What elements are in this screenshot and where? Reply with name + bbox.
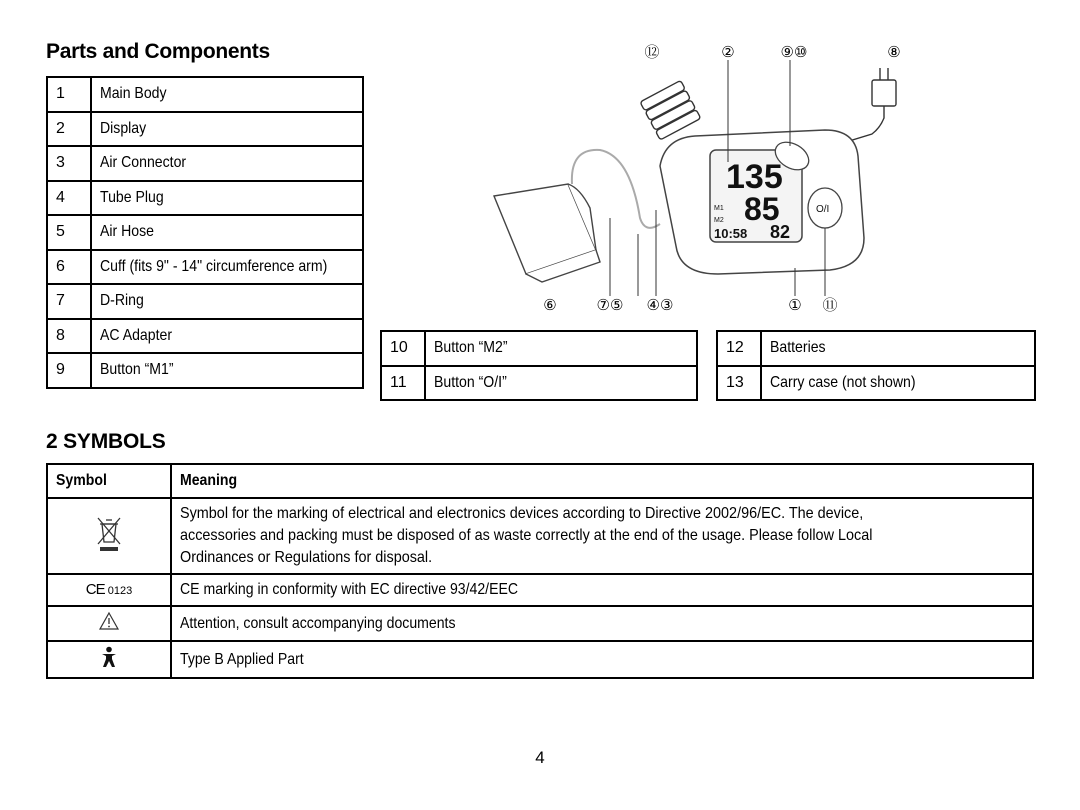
- parts-table-3: [716, 330, 1036, 401]
- part-label: Display: [91, 112, 363, 147]
- part-label: D-Ring: [91, 284, 363, 319]
- meaning-cell: Attention, consult accompanying documents: [171, 606, 1033, 641]
- cuff-shape: [494, 184, 600, 282]
- symbols-table: [46, 463, 1034, 679]
- symbol-cell: [47, 641, 171, 678]
- table-row: [47, 181, 363, 216]
- part-number: 7: [47, 284, 91, 319]
- svg-text:85: 85: [744, 191, 780, 227]
- parts-table-2: [380, 330, 698, 401]
- part-number: 2: [47, 112, 91, 147]
- table-row: [717, 366, 1035, 401]
- svg-text:M1: M1: [714, 205, 724, 212]
- table-row: [47, 77, 363, 112]
- table-row: [47, 284, 363, 319]
- symbols-heading: 2 SYMBOLS: [46, 430, 166, 453]
- meaning-cell: CE marking in conformity with EC directive 93/42/EEC: [171, 574, 1033, 606]
- part-label: Button “O/I”: [425, 366, 697, 401]
- part-number: 5: [47, 215, 91, 250]
- callout-m1-m2: ⑨⑩: [780, 44, 808, 61]
- power-button: [808, 188, 842, 228]
- parts-table-1: [46, 76, 364, 389]
- svg-text:82: 82: [770, 222, 791, 242]
- part-number: 10: [381, 331, 425, 366]
- part-number: 12: [717, 331, 761, 366]
- table-row: [47, 574, 1033, 606]
- part-label: AC Adapter: [91, 319, 363, 354]
- meaning-column-header: Meaning: [171, 464, 1033, 498]
- weee-bin-icon: [96, 516, 122, 552]
- part-number: 13: [717, 366, 761, 401]
- part-label: Button “M2”: [425, 331, 697, 366]
- callout-cuff: ⑥: [543, 297, 557, 314]
- table-row: [47, 498, 1033, 574]
- callout-batteries: ⑫: [644, 44, 660, 61]
- part-number: 4: [47, 181, 91, 216]
- part-number: 11: [381, 366, 425, 401]
- table-row: [47, 146, 363, 181]
- part-label: Cuff (fits 9" - 14" circumference arm): [91, 250, 363, 285]
- part-label: Batteries: [761, 331, 1035, 366]
- warning-triangle-icon: [98, 611, 120, 631]
- part-label: Tube Plug: [91, 181, 363, 216]
- table-row: [381, 331, 697, 366]
- part-label: Main Body: [91, 77, 363, 112]
- part-label: Button “M1”: [91, 353, 363, 388]
- callout-plug-connector: ④③: [646, 297, 674, 314]
- svg-text:10:58: 10:58: [714, 226, 748, 241]
- callout-main-body: ①: [788, 297, 802, 314]
- svg-text:135: 135: [726, 158, 783, 196]
- symbol-column-header: Symbol: [47, 464, 171, 498]
- table-row: [47, 112, 363, 147]
- callout-display: ②: [721, 44, 735, 61]
- part-label: Carry case (not shown): [761, 366, 1035, 401]
- table-row: [47, 353, 363, 388]
- table-row: [47, 250, 363, 285]
- table-row: [47, 319, 363, 354]
- part-number: 6: [47, 250, 91, 285]
- part-number: 8: [47, 319, 91, 354]
- type-b-applied-part-icon: [100, 646, 118, 668]
- part-label: Air Connector: [91, 146, 363, 181]
- meaning-cell: Type B Applied Part: [171, 641, 1033, 678]
- callout-power-button: ⑪: [822, 297, 838, 314]
- part-label: Air Hose: [91, 215, 363, 250]
- page-number: 4: [535, 748, 545, 767]
- table-row: [381, 366, 697, 401]
- batteries-icon: [640, 80, 701, 140]
- table-row: [47, 215, 363, 250]
- callout-ac-adapter: ⑧: [887, 44, 901, 61]
- table-row: [47, 606, 1033, 641]
- parts-heading: Parts and Components: [46, 40, 270, 63]
- part-number: 9: [47, 353, 91, 388]
- part-number: 3: [47, 146, 91, 181]
- ce-mark-icon: CE 0123: [85, 581, 133, 598]
- meaning-cell: Symbol for the marking of electrical and electronics devices according to Directive 2002/96/EC. The device, accessories and packing must be disposed of as waste correctly at the end of the usage. Please follow Local Ordinances or Regulations for disposal.: [171, 498, 1033, 574]
- symbol-cell: [47, 574, 171, 606]
- blood-pressure-monitor-illustration: [480, 38, 920, 318]
- table-row: [47, 641, 1033, 678]
- table-header-row: [47, 464, 1033, 498]
- svg-text:O/I: O/I: [816, 204, 830, 215]
- symbol-cell: [47, 606, 171, 641]
- table-row: [717, 331, 1035, 366]
- symbol-cell: [47, 498, 171, 574]
- svg-text:M2: M2: [714, 217, 724, 224]
- part-number: 1: [47, 77, 91, 112]
- callout-dring-hose: ⑦⑤: [596, 297, 624, 314]
